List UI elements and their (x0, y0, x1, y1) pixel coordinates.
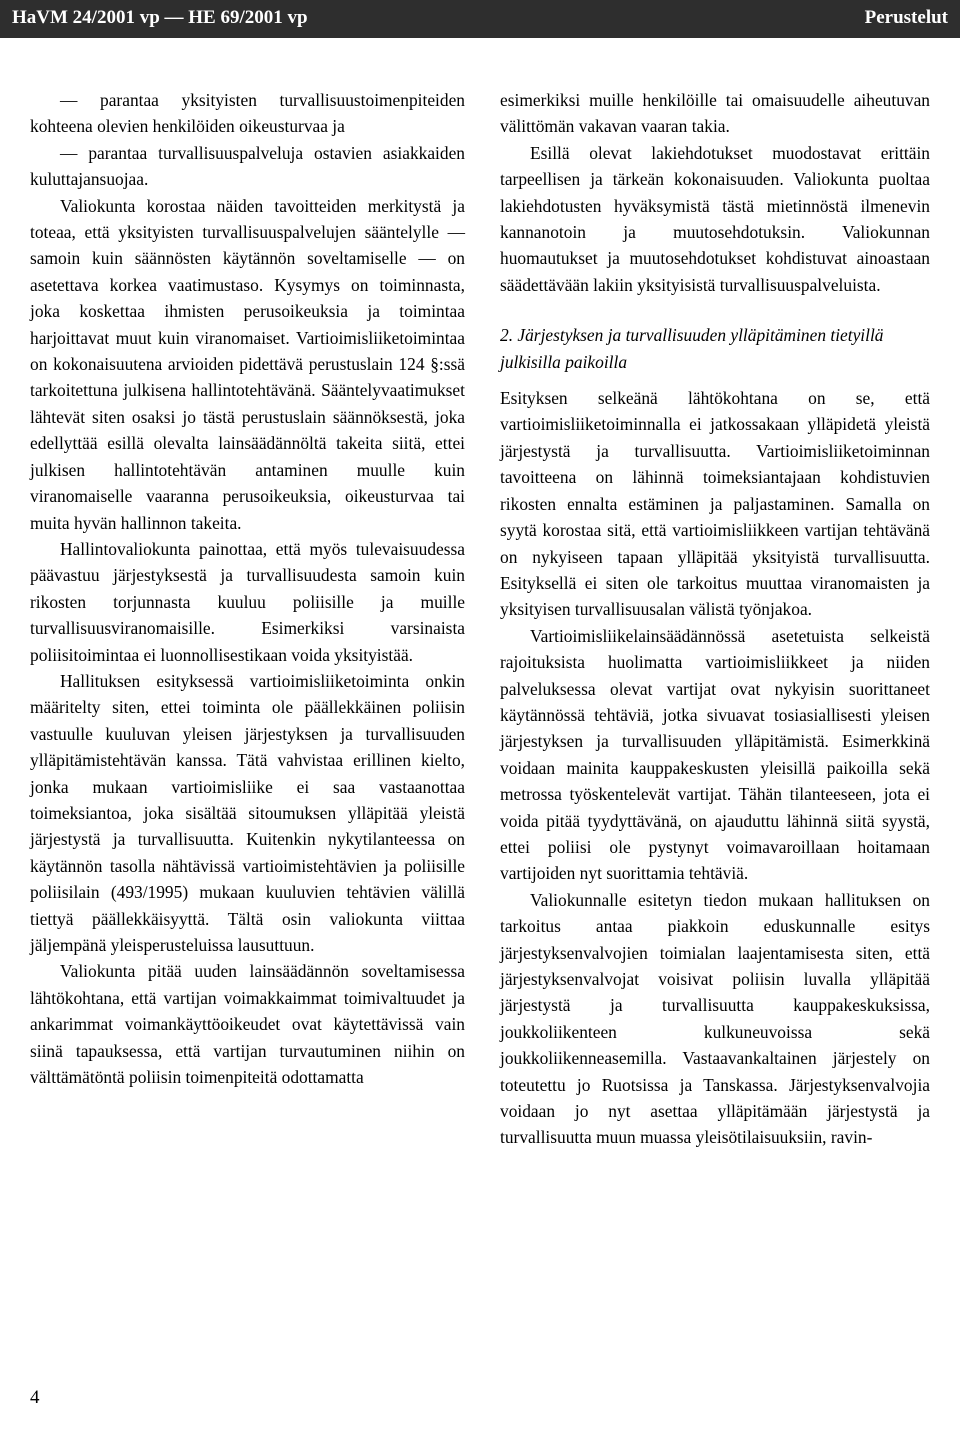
body-paragraph: Hallintovaliokunta painottaa, että myös tulevaisuudessa päävastuu järjestyksestä ja turvallisuudesta samoin kuin rikosten torjunnasta kuuluu poliisille ja muille turvallisuusviranomaisille. Esimerkiksi varsinaista poliisitoimintaa ei luonnollisestikaan voida yksityistää. (30, 538, 465, 665)
body-paragraph: Esityksen selkeänä lähtökohtana on se, että vartioimisliiketoiminnalla ei jatkossakaan ylläpidetä yleistä järjestystä ja turvallisuutta. Vartioimisliiketoiminnan tavoitteena on lähinnä toimeksiantajaan kohdistuvien rikosten ennalta estäminen ja paljastaminen. Samalla on syytä korostaa sitä, että vartioimisliikkeen vartijan tehtävänä on nykyiseen tapaan ylläpitää yksityistä turvallisuutta. Esityksellä ei siten ole tarkoitus muuttaa viranomaisten ja yksityisen turvallisuusalan välistä työnjakoa. (500, 388, 930, 620)
body-paragraph: Valiokunta korostaa näiden tavoitteiden merkitystä ja toteaa, että yksityisten turvallisuuspalvelujen sääntelylle — samoin kuin säännösten käytännön soveltamiselle — on asetettava korkea vaatimustaso. Kysymys on toiminnasta, joka koskettaa ihmisten perusoikeuksia ja toimintaa harjoittavat muut kuin viranomaiset. Vartioimisliiketoimintaa on kokonaisuutena arvioiden pidettävä perustuslain 124 §:ssä tarkoitettuna julkisena hallintotehtävänä. Sääntelyvaatimukset lähtevät siten osaksi jo tästä perustuslain säännöksestä, joka edellyttää esillä olevalta lainsäädännöltä takeita siitä, ettei julkisen hallintotehtävän antaminen muulle kuin viranomaiselle vaaranna perusoikeuksia, oikeusturvaa tai muita hyvän hallinnon takeita. (30, 195, 465, 533)
body-paragraph: esimerkiksi muille henkilöille tai omaisuudelle aiheutuvan välittömän vakavan vaaran takia. (500, 90, 930, 137)
body-paragraph: Valiokunnalle esitetyn tiedon mukaan hallituksen on tarkoitus antaa piakkoin eduskunnalle esitys järjestyksenvalvojien toimialan laajentamisesta siten, että järjestyksenvalvojat voisivat poliisin luvalla ylläpitää järjestystä ja turvallisuutta kauppakeskuksissa, joukkoliikenteen kulkuneuvoissa sekä joukkoliikenneasemilla. Vastaavankaltainen järjestely on toteutettu jo Ruotsissa ja Tanskassa. Järjestyksenvalvojia voidaan jo nyt asettaa ylläpitämään järjestystä ja turvallisuutta muun muassa yleisötilaisuuksiin, ravin- (500, 889, 930, 1148)
section-heading: 2. Järjestyksen ja turvallisuuden ylläpitäminen tietyillä julkisilla paikoilla (500, 325, 884, 372)
document-reference: HaVM 24/2001 vp — HE 69/2001 vp (12, 7, 308, 28)
page-number: 4 (30, 1387, 40, 1408)
right-text-column (500, 87, 930, 1151)
left-text-column (30, 87, 465, 1090)
body-paragraph: Esillä olevat lakiehdotukset muodostavat erittäin tarpeellisen ja tärkeän kokonaisuuden. Valiokunta puoltaa lakiehdotusten hyväksymistä tästä mietinnöstä ilmenevin kannanotoin ja muutosehdotuksin. Valiokunnan huomautukset ja muutosehdotukset kohdistuvat ainoastaan säädettävään lakiin yksityisistä turvallisuuspalveluista. (500, 142, 930, 295)
body-paragraph: Vartioimisliikelainsäädännössä asetetuista selkeistä rajoituksista huolimatta vartioimisliikkeet ja niiden palveluksessa olevat vartijat ovat nykyisin suorittaneet käytännössä tehtäviä, jotka sivuavat tosiasiallisesti yleisen järjestyksen ja turvallisuuden ylläpitämistä. Esimerkkinä voidaan mainita kauppakeskusten yleisillä paikoilla sekä metrossa työskentelevät vartijat. Tähän tilanteeseen, jota ei voida pitää tyydyttävänä, on ajauduttu lähinnä siitä syystä, ettei poliisi ole pystynyt voimavaroillaan hoitamaan vartijoiden nyt suorittamia tehtäviä. (500, 625, 930, 884)
section-label: Perustelut (864, 7, 948, 28)
bullet-item: — parantaa turvallisuuspalveluja ostavien asiakkaiden kuluttajansuojaa. (30, 142, 465, 190)
running-header (0, 0, 960, 38)
body-paragraph: Hallituksen esityksessä vartioimisliiketoiminta onkin määritelty siten, ettei toiminta ole päällekkäinen poliisin vastuulle kuuluvan yleisen järjestyksen ja turvallisuuden ylläpitämistehtävän kanssa. Tätä vahvistaa erillinen kielto, jonka mukaan vartioimisliike ei saa vastaanottaa toimeksiantoa, joka sisältää sitoumuksen ylläpitää yleistä järjestystä ja turvallisuutta. Kuitenkin nykytilanteessa on käytännön tasolla nähtävissä vartioimistehtävien ja poliisille poliisilain (493/1995) mukaan kuuluvien tehtävien välillä tiettyä päällekkäisyyttä. Tältä osin valiokunta viittaa jäljempänä yleisperusteluissa lausuttuun. (30, 670, 465, 955)
bullet-item: — parantaa yksityisten turvallisuustoimenpiteiden kohteena olevien henkilöiden oikeusturvaa ja (30, 90, 465, 137)
body-paragraph: Valiokunta pitää uuden lainsäädännön soveltamisessa lähtökohtana, että vartijan voimakkaimmat toimivaltuudet ja ankarimmat voimankäyttöoikeudet ovat käytettävissä vain siinä tapauksessa, että vartijan turvautuminen niihin on välttämätöntä poliisin toimenpiteitä odottamatta (30, 961, 465, 1088)
